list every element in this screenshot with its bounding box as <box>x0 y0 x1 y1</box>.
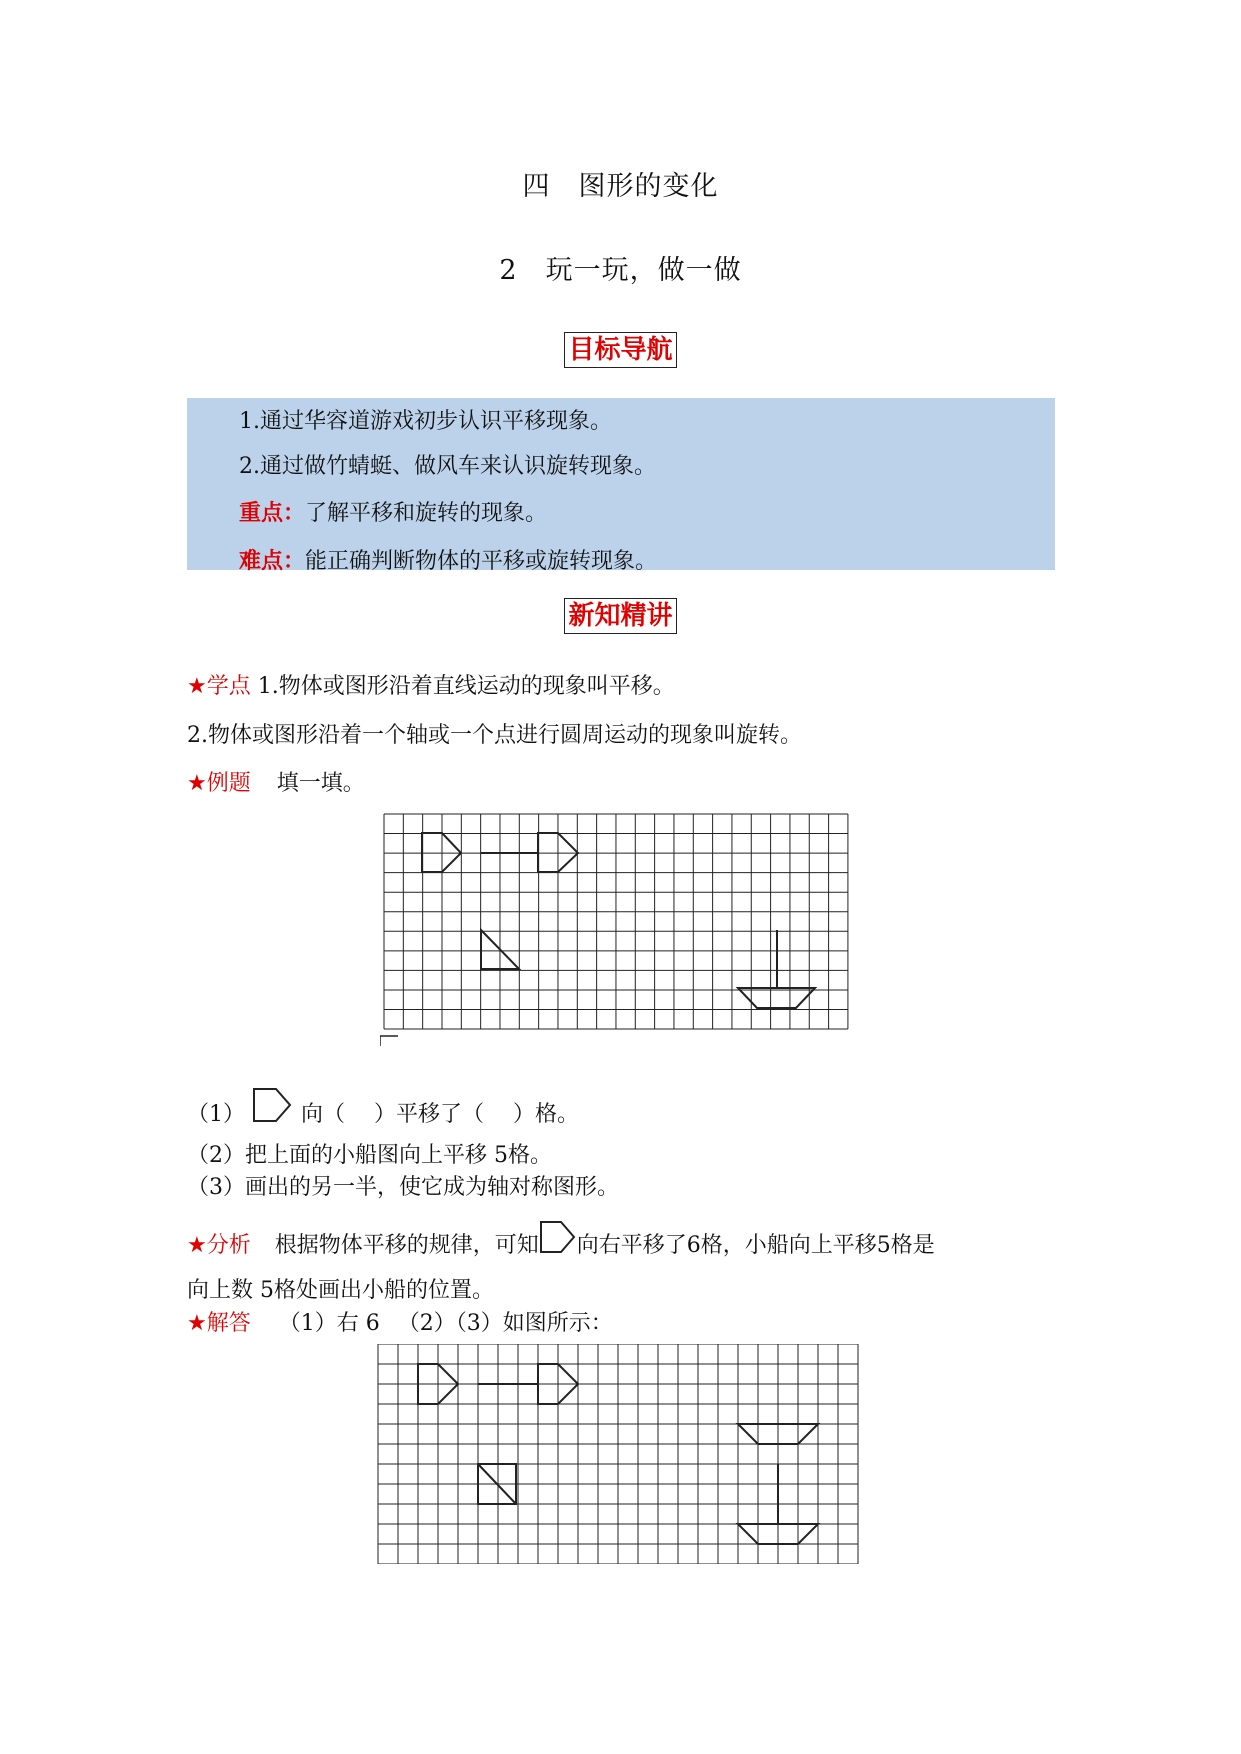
key-text: 了解平移和旋转的现象。 <box>305 501 548 526</box>
analysis-part-1: 根据物体平移的规律，可知 <box>274 1233 539 1258</box>
analysis-line-2: 向上数 5格处画出小船的位置。 <box>187 1278 494 1303</box>
point-line-1 <box>187 669 675 700</box>
example-line <box>187 766 365 797</box>
pentagon-arrow-icon <box>539 1220 577 1258</box>
question-2: （2）把上面的小船图向上平移 5格。 <box>187 1143 552 1168</box>
knowledge-heading: 新知精讲 <box>564 598 676 634</box>
knowledge-heading-wrap <box>0 598 1241 634</box>
boat-hull <box>738 988 815 1008</box>
analysis-label: ★分析 <box>187 1233 251 1258</box>
difficulty-label: 难点： <box>239 549 306 574</box>
goal-item-2: 2.通过做竹蜻蜓、做风车来认识旋转现象。 <box>239 454 656 479</box>
analysis-line-1 <box>187 1220 935 1259</box>
question-1 <box>187 1087 579 1128</box>
lesson-title: 2 玩一玩，做一做 <box>499 255 742 286</box>
point-label: ★学点 <box>187 674 251 699</box>
example-text: 填一填。 <box>276 771 365 796</box>
goal-item-1: 1.通过华容道游戏初步认识平移现象。 <box>239 409 612 434</box>
answer-text: （1）右 6 （2）（3）如图所示： <box>278 1311 613 1336</box>
goals-heading-wrap <box>0 332 1241 368</box>
key-label: 重点： <box>239 501 306 526</box>
answer-label: ★解答 <box>187 1311 251 1336</box>
answer-line <box>187 1306 613 1337</box>
grid-figure-question <box>380 812 860 1052</box>
goals-heading: 目标导航 <box>564 332 676 368</box>
analysis-part-2: 向右平移了6格，小船向上平移5格是 <box>576 1233 935 1258</box>
q1-text: 向（ ）平移了（ ）格。 <box>301 1102 579 1127</box>
goal-difficulty <box>239 544 657 575</box>
point-1-text: 1.物体或图形沿着直线运动的现象叫平移。 <box>250 674 675 699</box>
chapter-title: 四 图形的变化 <box>522 171 719 202</box>
pentagon-arrow-icon <box>252 1087 294 1125</box>
grid-figure-answer <box>376 1344 862 1564</box>
example-label: ★例题 <box>187 771 251 796</box>
q1-prefix: （1） <box>187 1102 245 1127</box>
point-line-2: 2.物体或图形沿着一个轴或一个点进行圆周运动的现象叫旋转。 <box>187 723 802 748</box>
question-3: （3）画出的另一半，使它成为轴对称图形。 <box>187 1175 619 1200</box>
goal-key <box>239 496 547 527</box>
difficulty-text: 能正确判断物体的平移或旋转现象。 <box>305 549 658 574</box>
